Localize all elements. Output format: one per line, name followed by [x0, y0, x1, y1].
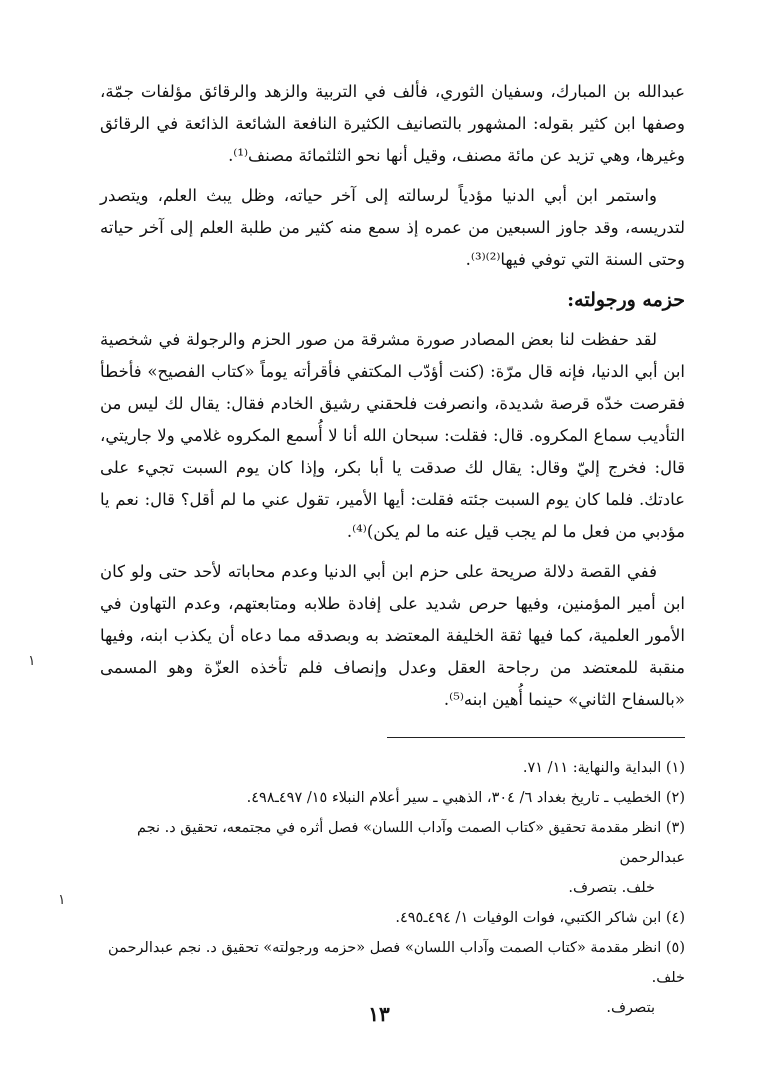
main-text — [100, 76, 685, 724]
footnote-1: (١) البداية والنهاية: ١١/ ٧١. — [522, 760, 685, 776]
footnotes — [100, 753, 685, 1023]
paragraph-4: ففي القصة دلالة صريحة على حزم ابن أبي الدنيا وعدم محاباته لأحد حتى ولو كان ابن أمير المؤمنين، وفيها حرص شديد على إفادة طلابه ومتابعتهم، وعدم التهاون في الأمور العلمية، كما فيها ثقة الخليفة المعتضد به وبصدقه مما دعاه أن يكذب ابنه، وفيها منقبة للمعتضد من رجاحة العقل وعدل وإنصاف فلم تأخذه العزّة وهو المسمى «بالسفاح الثاني» حينما أُهين ابنه⁽⁵⁾. — [100, 562, 685, 709]
section-heading: حزمه ورجولته: — [567, 289, 685, 311]
footnote-2: (٢) الخطيب ـ تاريخ بغداد ٦/ ٣٠٤، الذهبي ـ سير أعلام النبلاء ١٥/ ٤٩٧ـ٤٩٨. — [246, 790, 685, 806]
margin-mark-1: ١ — [28, 653, 36, 669]
paragraph-2: واستمر ابن أبي الدنيا مؤدياً لرسالته إلى آخر حياته، وظل يبث العلم، ويتصدر لتدريسه، وقد جاوز السبعين من عمره إذ سمع منه كثير من طلبة العلم إلى آخر حياته وحتى السنة التي توفي فيها⁽²⁾⁽³⁾. — [100, 186, 685, 269]
footnote-5-continuation: بتصرف. — [606, 1000, 655, 1016]
page-number: ١٣ — [368, 1002, 390, 1026]
footnote-divider — [387, 737, 685, 738]
footnote-4: (٤) ابن شاكر الكتبي، فوات الوفيات ١/ ٤٩٤ـ٤٩٥. — [395, 910, 685, 926]
footnote-3: (٣) انظر مقدمة تحقيق «كتاب الصمت وآداب اللسان» فصل أثره في مجتمعه، تحقيق د. نجم عبدالرحمن — [136, 820, 685, 866]
footnote-3-continuation: خلف. بتصرف. — [568, 880, 655, 896]
paragraph-3: لقد حفظت لنا بعض المصادر صورة مشرقة من صور الحزم والرجولة في شخصية ابن أبي الدنيا، فإنه قال مرّة: (كنت أؤدّب المكتفي فأقرأته يوماً «كتاب الفصيح» فأخطأ فقرصت خدّه قرصة شديدة، وانصرفت فلحقني رشيق الخادم فقال: يقال لك ليس من التأديب سماع المكروه. قال: فقلت: سبحان الله أنا لا أُسمع المكروه غلامي ولا جاريتي، قال: فخرج إليّ وقال: يقال لك صدقت يا أبا بكر، وإذا كان يوم السبت تجيء على عادتك. فلما كان يوم السبت جئته فقلت: أيها الأمير، تقول عني ما لم أقل؟ قال: نعم يا مؤدبي من فعل ما لم يجب قيل عنه ما لم يكن)⁽⁴⁾. — [100, 330, 685, 541]
paragraph-1: عبدالله بن المبارك، وسفيان الثوري، فألف في التربية والزهد والرقائق مؤلفات جمّة، وصفها ابن كثير بقوله: المشهور بالتصانيف الكثيرة النافعة الشائعة الذائعة في الرقائق وغيرها، وهي تزيد عن مائة مصنف، وقيل أنها نحو الثلثمائة مصنف⁽¹⁾. — [100, 82, 685, 165]
margin-mark-2: ١ — [58, 892, 66, 908]
footnote-5: (٥) انظر مقدمة «كتاب الصمت وآداب اللسان» فصل «حزمه ورجولته» تحقيق د. نجم عبدالرحمن خلف. — [108, 940, 685, 986]
